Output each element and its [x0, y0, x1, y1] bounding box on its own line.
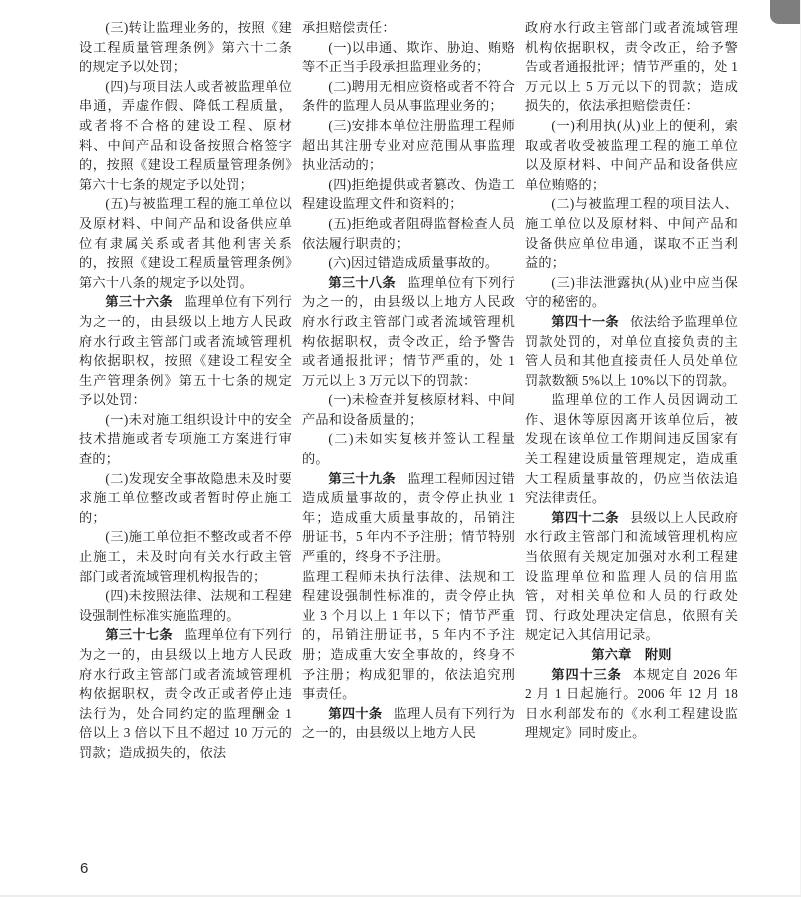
article-text: 依法给予监理单位罚款处罚的，对单位直接负责的主管人员和其他直接责任人员处单位罚款数额 5%以上 10%以下的罚款。 [525, 313, 738, 388]
list-item: (六)因过错造成质量事故的。 [328, 255, 499, 271]
column-1 [79, 18, 292, 763]
article-41 [525, 312, 738, 390]
article-text: 监理单位有下列行为之一的，由县级以上地方人民政府水行政主管部门或者流域管理机构依据职权，按照《建设工程安全生产管理条例》第五十七条的规定予以处罚： [79, 294, 292, 408]
article-number: 第三十九条 [328, 470, 396, 486]
list-item: (二)未如实复核并签认工程量的。 [302, 431, 515, 467]
paragraph: 监理单位的工作人员因调动工作、退休等原因离开该单位后，被发现在该单位工作期间违反国家有关工程建设质量管理规定，造成重大工程质量事故的，仍应当依法追究法律责任。 [525, 392, 738, 506]
paragraph: 监理工程师未执行法律、法规和工程建设强制性标准的，责令停止执业 3 个月以上 1 年以下；情节严重的，吊销注册证书，5 年内不予注册；造成重大安全事故的，终身不予注册；构成犯罪的，依法追究刑事责任。 [302, 568, 515, 702]
article-number: 第四十二条 [551, 509, 619, 525]
list-item: (三)安排本单位注册监理工程师超出其注册专业对应范围从事监理执业活动的； [302, 117, 515, 173]
article-number: 第三十七条 [105, 627, 173, 643]
corner-button[interactable] [770, 0, 801, 24]
list-item: (三)转让监理业务的，按照《建设工程质量管理条例》第六十二条的规定予以处罚； [79, 20, 292, 75]
article-40 [302, 704, 515, 743]
list-item: (四)与项目法人或者被监理单位串通，弄虚作假、降低工程质量，或者将不合格的建设工程、原材料、中间产品和设备按照合格签字的，按照《建设工程质量管理条例》第六十七条的规定予以处罚； [79, 78, 292, 192]
list-item: (二)聘用无相应资格或者不符合条件的监理人员从事监理业务的； [302, 78, 515, 114]
chapter-heading: 第六章 附则 [591, 647, 672, 662]
column-3 [525, 18, 738, 763]
article-37 [79, 625, 292, 762]
article-text: 县级以上人民政府水行政主管部门和流域管理机构应当依照有关规定加强对水利工程建设监理单位和监理人员的信用监管，对相关单位和人员的行政处罚、行政处理决定信息，依照有关规定记入其信用记录。 [525, 509, 738, 643]
article-39 [302, 469, 515, 567]
article-43 [525, 665, 738, 743]
article-number: 第三十六条 [105, 294, 173, 310]
paragraph-continuation: 承担赔偿责任： [302, 20, 396, 35]
article-text: 监理单位有下列行为之一的，由县级以上地方人民政府水行政主管部门或者流域管理机构依据职权，责令改正，给予警告或者通报批评；情节严重的，处 1 万元以上 3 万元以下的罚款： [302, 274, 515, 388]
list-item: (四)未按照法律、法规和工程建设强制性标准实施监理的。 [79, 588, 292, 623]
article-number: 第四十一条 [551, 313, 619, 329]
paragraph-continuation: 政府水行政主管部门或者流域管理机构依据职权，责令改正，给予警告或者通报批评；情节严重的，处 1 万元以上 5 万元以下的罚款；造成损失的，依法承担赔偿责任： [525, 20, 738, 114]
text-area [79, 18, 737, 763]
list-item: (三)施工单位拒不整改或者不停止施工，未及时向有关水行政主管部门或者流域管理机构报告的； [79, 529, 292, 584]
list-item: (二)与被监理工程的项目法人、施工单位以及原材料、中间产品和设备供应单位串通，谋取不正当利益的； [525, 196, 738, 271]
list-item: (一)未检查并复核原材料、中间产品和设备质量的； [302, 392, 515, 427]
list-item: (一)以串通、欺诈、胁迫、贿赂等不正当手段承担监理业务的； [302, 39, 515, 75]
article-text: 监理单位有下列行为之一的，由县级以上地方人民政府水行政主管部门或者流域管理机构依据职权，责令改正或者停止违法行为，处合同约定的监理酬金 1 倍以上 3 倍以下且不超过 10 万元的罚款；造成损失的，依法 [79, 627, 292, 760]
article-number: 第三十八条 [328, 274, 396, 290]
list-item: (二)发现安全事故隐患未及时要求施工单位整改或者暂时停止施工的； [79, 470, 292, 525]
list-item: (五)与被监理工程的施工单位以及原材料、中间产品和设备供应单位有隶属关系或者其他利害关系的，按照《建设工程质量管理条例》第六十八条的规定予以处罚。 [79, 196, 292, 290]
list-item: (四)拒绝提供或者篡改、伪造工程建设监理文件和资料的； [302, 176, 515, 212]
article-text: 监理人员有下列行为之一的，由县级以上地方人民 [302, 705, 515, 741]
list-item: (一)利用执(从)业上的便利，索取或者收受被监理工程的施工单位以及原材料、中间产品和设备供应单位贿赂的； [525, 117, 738, 192]
list-item: (五)拒绝或者阻碍监督检查人员依法履行职责的； [302, 215, 515, 251]
article-42 [525, 508, 738, 645]
page-number: 6 [80, 860, 89, 877]
list-item: (一)未对施工组织设计中的安全技术措施或者专项施工方案进行审查的； [79, 411, 292, 467]
column-2 [302, 18, 515, 763]
article-number: 第四十条 [328, 705, 383, 721]
article-number: 第四十三条 [551, 666, 622, 682]
article-36 [79, 292, 292, 410]
article-text: 本规定自 2026 年 2 月 1 日起施行。2006 年 12 月 18 日水利部发布的《水利工程建设监理规定》同时废止。 [525, 666, 739, 741]
list-item: (三)非法泄露执(从)业中应当保守的秘密的。 [525, 274, 738, 310]
article-text: 监理工程师因过错造成质量事故的，责令停止执业 1 年；造成重大质量事故的，吊销注册证书，5 年内不予注册；情节特别严重的，终身不予注册。 [302, 470, 515, 565]
article-38 [302, 273, 515, 391]
